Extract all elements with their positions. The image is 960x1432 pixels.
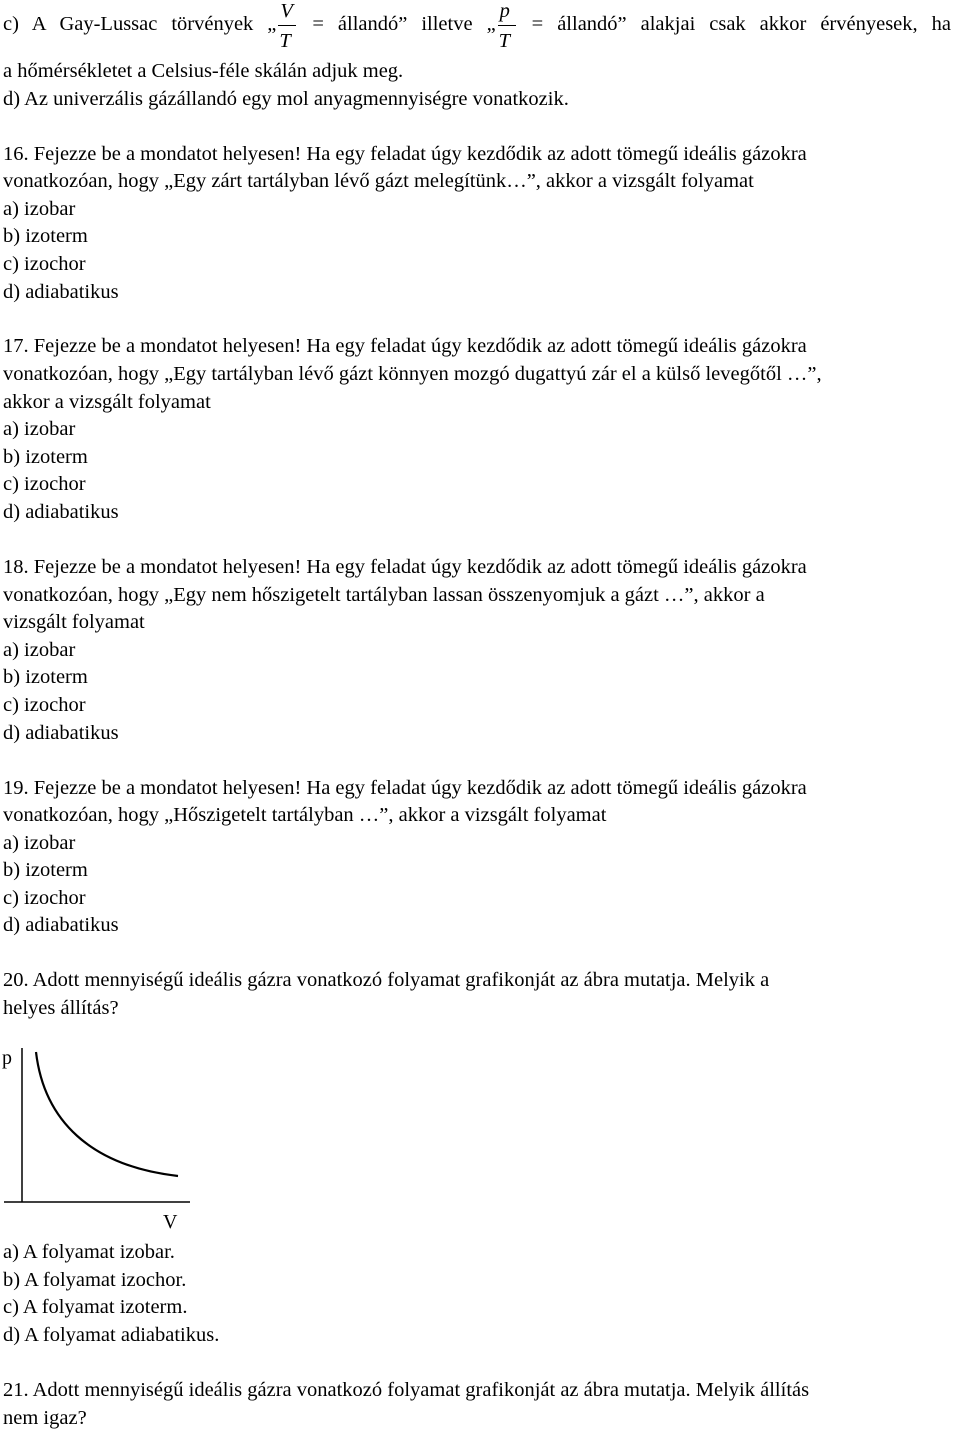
statement-c-text-middle: = állandó” illetve „: [298, 13, 496, 35]
question-20-option-b: b) A folyamat izochor.: [3, 1269, 187, 1291]
graph-x-label: V: [163, 1211, 178, 1233]
question-21-line1: 21. Adott mennyiségű ideális gázra vonatkozó folyamat grafikonját az ábra mutatja. Melyik állítás: [3, 1379, 810, 1401]
statement-c-text-start: c) A Gay-Lussac törvények „: [3, 13, 277, 35]
question-20-line2: helyes állítás?: [3, 997, 119, 1019]
question-17-option-d: d) adiabatikus: [3, 501, 119, 523]
question-19-line1: 19. Fejezze be a mondatot helyesen! Ha egy feladat úgy kezdődik az adott tömegű ideális gázokra: [3, 777, 807, 799]
question-20-option-c: c) A folyamat izoterm.: [3, 1296, 188, 1318]
statement-c-text-end: = állandó” alakjai csak akkor érvényesek, ha: [517, 13, 951, 35]
question-17-line3: akkor a vizsgált folyamat: [3, 391, 211, 413]
question-18-line2: vonatkozóan, hogy „Egy nem hőszigetelt tartályban lassan összenyomjuk a gázt …”, akkor a: [3, 584, 765, 606]
question-20-option-d: d) A folyamat adiabatikus.: [3, 1324, 220, 1346]
question-17-line1: 17. Fejezze be a mondatot helyesen! Ha egy feladat úgy kezdődik az adott tömegű ideális gázokra: [3, 335, 807, 357]
question-17-option-b: b) izoterm: [3, 446, 88, 468]
question-18-option-b: b) izoterm: [3, 666, 88, 688]
question-18-option-d: d) adiabatikus: [3, 722, 119, 744]
question-16-line2: vonatkozóan, hogy „Egy zárt tartályban lévő gázt melegítünk…”, akkor a vizsgált folyamat: [3, 170, 754, 192]
fraction-bar: [498, 25, 516, 26]
graph-curve: [36, 1052, 178, 1176]
question-16-option-a: a) izobar: [3, 198, 76, 220]
fraction-denominator: T: [279, 30, 291, 52]
fraction-p-over-t: [496, 0, 518, 52]
fraction-denominator: T: [498, 30, 511, 52]
question-18-line3: vizsgált folyamat: [3, 611, 145, 633]
question-19-option-d: d) adiabatikus: [3, 914, 119, 936]
question-19-option-b: b) izoterm: [3, 859, 88, 881]
question-16-line1: 16. Fejezze be a mondatot helyesen! Ha egy feladat úgy kezdődik az adott tömegű ideális gázokra: [3, 143, 807, 165]
statement-c-line1: [3, 0, 951, 52]
question-19-option-c: c) izochor: [3, 887, 86, 909]
question-18-option-c: c) izochor: [3, 694, 86, 716]
question-16-option-b: b) izoterm: [3, 225, 88, 247]
question-17-line2: vonatkozóan, hogy „Egy tartályban lévő gázt könnyen mozgó dugattyú zár el a külső levegőtől …”,: [3, 363, 822, 385]
question-16-option-c: c) izochor: [3, 253, 86, 275]
statement-c-line2: a hőmérsékletet a Celsius-féle skálán adjuk meg.: [3, 60, 404, 82]
question-21-line2: nem igaz?: [3, 1407, 87, 1429]
fraction-v-over-t: [276, 0, 298, 52]
fraction-numerator: V: [280, 0, 293, 22]
question-20-line1: 20. Adott mennyiségű ideális gázra vonatkozó folyamat grafikonját az ábra mutatja. Melyik a: [3, 969, 770, 991]
statement-d: d) Az univerzális gázállandó egy mol anyagmennyiségre vonatkozik.: [3, 88, 569, 110]
question-17-option-c: c) izochor: [3, 473, 86, 495]
fraction-numerator: p: [499, 0, 510, 22]
graph-y-label: p: [2, 1047, 12, 1069]
question-16-option-d: d) adiabatikus: [3, 281, 119, 303]
question-18-option-a: a) izobar: [3, 639, 76, 661]
question-19-line2: vonatkozóan, hogy „Hőszigetelt tartályban …”, akkor a vizsgált folyamat: [3, 804, 607, 826]
question-17-option-a: a) izobar: [3, 418, 76, 440]
fraction-bar: [278, 25, 296, 26]
question-20-option-a: a) A folyamat izobar.: [3, 1241, 175, 1263]
question-19-option-a: a) izobar: [3, 832, 76, 854]
pv-diagram: [0, 1040, 200, 1240]
question-18-line1: 18. Fejezze be a mondatot helyesen! Ha egy feladat úgy kezdődik az adott tömegű ideális gázokra: [3, 556, 807, 578]
